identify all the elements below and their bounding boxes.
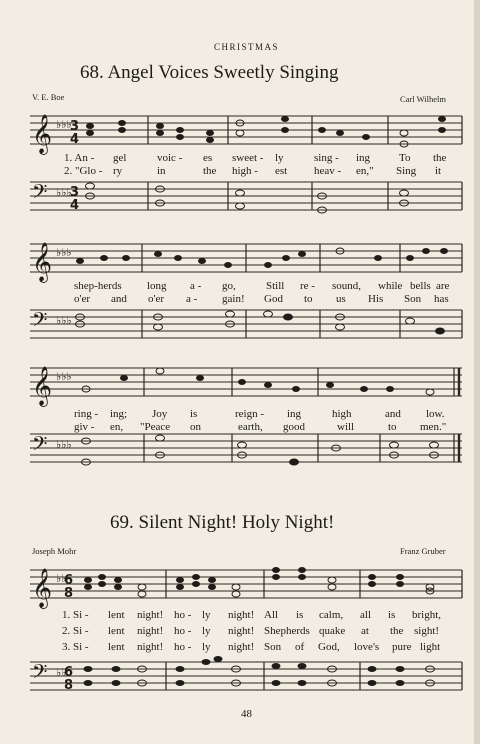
lyric-h69-v3-4: ho -	[174, 641, 192, 653]
lyric-h68-s3-v1-3: Joy	[152, 408, 168, 420]
svg-text:6: 6	[64, 665, 74, 680]
hymn-68-composer: Carl Wilhelm	[400, 94, 447, 104]
lyric-h68-s1-v1-9: To	[399, 152, 411, 164]
hymn-69-title: 69. Silent Night! Holy Night!	[110, 512, 335, 533]
svg-text:♭♭♭: ♭♭♭	[56, 186, 72, 199]
lyric-h69-v2-6: night!	[228, 625, 255, 637]
lyric-h69-v3-6: night!	[228, 641, 255, 653]
page-number: 48	[241, 708, 252, 720]
treble-staff	[30, 567, 462, 609]
lyric-h69-v2-9: at	[361, 625, 369, 637]
lyric-h69-v1-9: calm,	[319, 609, 344, 621]
hymn-68-title: 68. Angel Voices Sweetly Singing	[80, 62, 339, 83]
bass-clef-icon: 𝄢	[32, 308, 48, 336]
lyric-h68-s1-v2-7: heav -	[314, 165, 342, 177]
lyric-h69-v3-2: lent	[108, 641, 125, 653]
svg-text:♭♭♭: ♭♭♭	[56, 314, 72, 327]
lyric-h68-s2-v2-5: gain!	[222, 293, 245, 305]
lyric-h68-s2-v1-2: long	[147, 280, 167, 292]
lyric-h69-v3-7: Son	[264, 641, 282, 653]
lyric-h69-v2-2: lent	[108, 625, 125, 637]
lyric-h69-v1-5: ly	[202, 609, 211, 621]
lyric-h68-s2-v2-11: has	[434, 293, 449, 305]
svg-text:8: 8	[64, 678, 74, 693]
lyric-h69-v3-9: God,	[318, 641, 340, 653]
lyric-h69-v2-4: ho -	[174, 625, 192, 637]
lyric-h69-v2-10: the	[390, 625, 404, 637]
lyric-h68-s1-v1-10: the	[433, 152, 447, 164]
lyric-h68-s2-v1-5: Still	[266, 280, 285, 292]
treble-staff	[30, 366, 462, 407]
bass-staff	[30, 308, 462, 338]
svg-text:♭♭♭: ♭♭♭	[56, 246, 72, 259]
bass-staff	[30, 432, 462, 465]
lyric-h68-s3-v1-2: ing;	[110, 408, 128, 420]
svg-text:4: 4	[70, 198, 80, 213]
svg-text:4: 4	[70, 132, 80, 147]
lyric-h69-v1-7: All	[264, 609, 279, 621]
treble-clef-icon: 𝄞	[32, 366, 53, 406]
lyric-h68-s3-v1-7: high	[332, 408, 352, 420]
lyric-h68-s1-v1-8: ing	[356, 152, 371, 164]
lyric-h68-s2-v1-4: go,	[222, 280, 236, 292]
lyric-h68-s2-v2-8: us	[336, 293, 346, 305]
bass-staff	[30, 180, 462, 213]
lyric-h68-s3-v2-7: will	[337, 421, 355, 433]
svg-text:8: 8	[64, 586, 74, 601]
lyric-h69-v2-5: ly	[202, 625, 211, 637]
lyric-h69-v2-8: quake	[319, 625, 346, 637]
svg-text:3: 3	[70, 185, 80, 200]
lyric-h68-s2-v2-9: His	[368, 293, 384, 305]
lyric-h68-s2-v2-10: Son	[404, 293, 422, 305]
treble-staff	[30, 242, 462, 283]
lyric-h68-s1-v1-7: sing -	[314, 152, 339, 164]
treble-clef-icon: 𝄞	[32, 568, 53, 608]
lyric-h68-s2-v1-6: re -	[300, 280, 315, 292]
lyric-h68-s2-v1-7: sound,	[332, 280, 362, 292]
hymn-69-lyricist: Joseph Mohr	[32, 546, 77, 556]
lyric-h69-v3-8: of	[295, 641, 305, 653]
lyric-h69-v1-3: night!	[137, 609, 164, 621]
hymn-69-composer: Franz Gruber	[400, 546, 446, 556]
lyric-h69-v1-4: ho -	[174, 609, 192, 621]
svg-text:♭♭: ♭♭	[56, 666, 67, 679]
lyric-h68-s3-v2-1: giv -	[74, 421, 95, 433]
svg-text:♭♭: ♭♭	[56, 572, 67, 585]
lyric-h68-s1-v2-9: Sing	[396, 165, 417, 177]
lyric-h68-s3-v1-9: low.	[426, 408, 445, 420]
svg-text:♭♭♭: ♭♭♭	[56, 438, 72, 451]
lyric-h68-s2-v2-4: a -	[186, 293, 198, 305]
lyric-h69-v1-8: is	[296, 609, 304, 621]
lyric-h69-v2-3: night!	[137, 625, 164, 637]
lyric-h69-v3-10: love's	[354, 641, 380, 653]
lyric-h68-s1-v1-1: 1. An -	[64, 152, 95, 164]
section-header: CHRISTMAS	[214, 42, 280, 52]
lyric-h69-v2-7: Shepherds	[264, 625, 310, 637]
page-edge	[474, 0, 480, 744]
lyric-h68-s1-v2-10: it	[435, 165, 442, 177]
lyric-h68-s3-v1-8: and	[385, 408, 401, 420]
lyric-h68-s3-v2-5: earth,	[238, 421, 263, 433]
treble-clef-icon: 𝄞	[32, 114, 53, 154]
lyric-h69-v1-2: lent	[108, 609, 125, 621]
lyric-h69-v1-1: 1. Si -	[62, 609, 89, 621]
lyric-h68-s1-v2-8: en,"	[356, 165, 374, 177]
lyric-h69-v2-1: 2. Si -	[62, 625, 89, 637]
lyric-h68-s3-v2-2: en,	[110, 421, 124, 433]
bass-staff	[30, 656, 462, 693]
lyric-h68-s3-v2-9: men."	[420, 421, 447, 433]
lyric-h68-s2-v2-3: o'er	[148, 293, 165, 305]
lyric-h68-s3-v2-3: "Peace	[140, 421, 171, 433]
treble-clef-icon: 𝄞	[32, 242, 53, 282]
lyric-h68-s1-v2-6: est	[275, 165, 288, 177]
hymn-68-lyricist: V. E. Boe	[32, 92, 65, 102]
lyric-h68-s1-v1-5: sweet -	[232, 152, 264, 164]
svg-text:3: 3	[70, 119, 80, 134]
lyric-h68-s2-v1-3: a -	[190, 280, 202, 292]
lyric-h68-s1-v1-3: voic -	[157, 152, 183, 164]
lyric-h69-v1-12: bright,	[412, 609, 442, 621]
lyric-h68-s2-v1-8: while	[378, 280, 403, 292]
lyric-h68-s3-v2-8: to	[388, 421, 397, 433]
lyric-h68-s1-v2-4: the	[203, 165, 217, 177]
lyric-h68-s3-v1-4: is	[190, 408, 198, 420]
lyric-h68-s3-v2-6: good	[283, 421, 305, 433]
lyric-h69-v3-3: night!	[137, 641, 164, 653]
lyric-h68-s1-v1-4: es	[203, 152, 213, 164]
svg-text:6: 6	[64, 573, 74, 588]
treble-staff	[30, 114, 462, 155]
lyric-h68-s3-v1-5: reign -	[235, 408, 265, 420]
lyric-h69-v1-11: is	[388, 609, 396, 621]
svg-text:♭♭♭: ♭♭♭	[56, 370, 72, 383]
lyric-h69-v3-11: pure	[392, 641, 412, 653]
lyric-h68-s2-v2-7: to	[304, 293, 313, 305]
hymn-68-system-2	[30, 236, 466, 348]
lyric-h68-s1-v2-5: high -	[232, 165, 258, 177]
lyric-h68-s2-v2-6: God	[264, 293, 283, 305]
bass-clef-icon: 𝄢	[32, 432, 48, 460]
lyric-h69-v1-6: night!	[228, 609, 255, 621]
lyric-h68-s2-v1-9: bells	[410, 280, 431, 292]
lyric-h68-s1-v2-1: 2. "Glo -	[64, 165, 103, 177]
svg-text:♭♭♭: ♭♭♭	[56, 118, 72, 131]
lyric-h69-v3-5: ly	[202, 641, 211, 653]
lyric-h69-v3-12: light	[420, 641, 441, 653]
lyric-h68-s1-v1-2: gel	[113, 152, 127, 164]
lyric-h69-v2-11: sight!	[414, 625, 440, 637]
lyric-h68-s3-v1-6: ing	[287, 408, 302, 420]
lyric-h68-s2-v1-10: are	[436, 280, 450, 292]
lyric-h69-v3-1: 3. Si -	[62, 641, 89, 653]
bass-clef-icon: 𝄢	[32, 660, 48, 688]
bass-clef-icon: 𝄢	[32, 180, 48, 208]
lyric-h68-s1-v2-2: ry	[113, 165, 123, 177]
lyric-h68-s1-v2-3: in	[157, 165, 166, 177]
hymn-68-system-1	[30, 108, 466, 220]
lyric-h68-s2-v2-1: o'er	[74, 293, 91, 305]
lyric-h68-s2-v2-2: and	[111, 293, 127, 305]
lyric-h68-s3-v1-1: ring -	[74, 408, 99, 420]
lyric-h69-v1-10: all	[360, 609, 371, 621]
lyric-h68-s3-v2-4: on	[190, 421, 201, 433]
lyric-h68-s2-v1-1: shep-herds	[74, 280, 122, 292]
lyric-h68-s1-v1-6: ly	[275, 152, 284, 164]
